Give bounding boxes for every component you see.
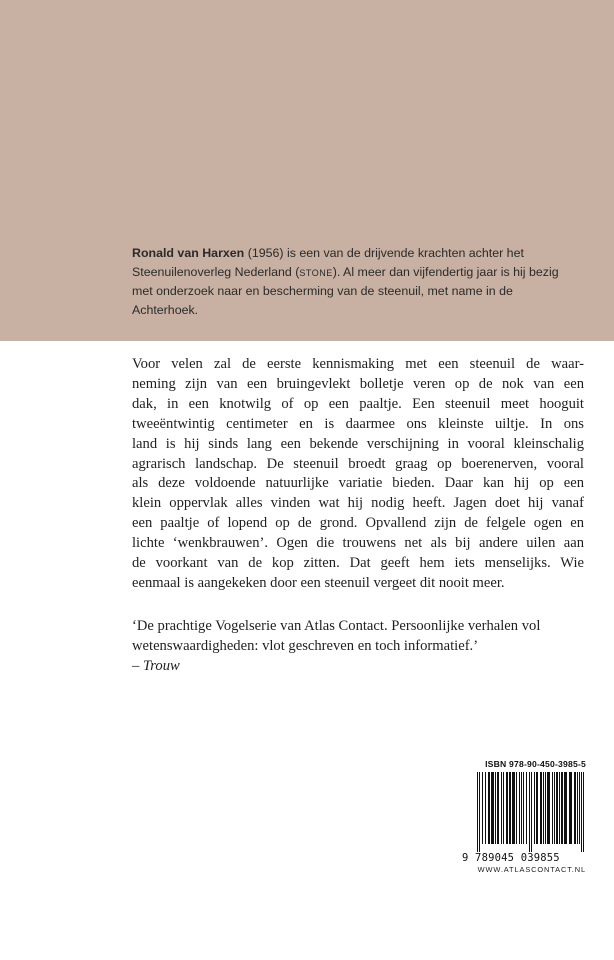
- blurb-line: land is hij sinds lang een bekende verschijning in vooral kleinschalig: [132, 435, 584, 452]
- author-name: Ronald van Harxen: [132, 246, 245, 260]
- barcode-bar: [556, 772, 558, 844]
- author-bio-line-4: Achterhoek.: [132, 302, 199, 317]
- barcode-bar: [574, 772, 576, 844]
- blurb-line: Voor velen zal de eerste kennismaking met een steenuil de waar-: [132, 356, 584, 372]
- blurb-line: tweeëntwintig centimeter en is daarmee ons kleinste uiltje. In ons: [132, 415, 584, 432]
- isbn-block: [462, 759, 586, 874]
- blurb-line: klein oppervlak alles vinden wat hij nodig heeft. Jagen doet hij vanaf: [132, 495, 584, 512]
- barcode-bar: [536, 772, 538, 844]
- barcode-bar: [577, 772, 578, 844]
- barcode-bar: [495, 772, 496, 844]
- blurb-line: als deze voldoende natuurlijke variatie bieden. Daar kan hij op een: [132, 475, 584, 492]
- barcode-bar: [479, 772, 480, 852]
- blurb-line: eenmaal is aangekeken door een steenuil vergeet dit nooit meer.: [132, 574, 505, 591]
- barcode-bar: [488, 772, 490, 844]
- author-bio-line-1: [132, 244, 572, 263]
- barcode-bar: [531, 772, 532, 852]
- blurb-line: agrarisch landschap. De steenuil broedt graag op boerenerven, vooral: [132, 455, 584, 472]
- isbn-label: ISBN 978-90-450-3985-5: [485, 759, 586, 769]
- author-bio: [132, 244, 572, 319]
- author-bio-line-2: [132, 263, 572, 283]
- barcode-bar: [529, 772, 530, 852]
- barcode-bar: [559, 772, 560, 844]
- barcode-bar: [534, 772, 535, 844]
- barcode-bar: [554, 772, 555, 844]
- blurb-line: lichte ‘wenkbrauwen’. Ogen die trouwens net als bij andere uilen aan: [132, 535, 584, 552]
- quote-attribution: [132, 657, 592, 677]
- barcode-bar: [516, 772, 517, 844]
- barcode-bar: [506, 772, 508, 844]
- barcode-bar: [482, 772, 483, 844]
- press-quote: [132, 617, 592, 677]
- barcode-bar: [501, 772, 502, 844]
- author-bio-line-3: met onderzoek naar en bescherming van de steenuil, met name in de: [132, 284, 513, 299]
- barcode-bar: [547, 772, 550, 844]
- barcode-bar: [491, 772, 494, 844]
- barcode-bar: [545, 772, 546, 844]
- barcode-bar: [521, 772, 522, 844]
- blurb-line: dak, in een knotwilg of op een paaltje. Een steenuil meet hooguit: [132, 395, 584, 412]
- quote-line-2: wetenswaardigheden: vlot geschreven en toch informatief.’: [132, 637, 479, 654]
- barcode-bar: [526, 772, 527, 844]
- barcode-bar: [485, 772, 486, 844]
- barcode-bar: [583, 772, 584, 852]
- quote-source: Trouw: [142, 657, 180, 674]
- barcode-bar: [579, 772, 580, 844]
- barcode-bar: [512, 772, 515, 844]
- publisher-url: WWW.ATLASCONTACT.NL: [477, 865, 586, 874]
- author-bio-line-1-rest: (1956) is een van de drijvende krachten achter het: [244, 246, 524, 260]
- barcode-bar: [523, 772, 524, 844]
- book-blurb: [132, 355, 584, 594]
- barcode-bar: [581, 772, 582, 852]
- barcode-digits: 9 789045 039855: [462, 852, 560, 864]
- barcode-bar: [552, 772, 553, 844]
- barcode-bar: [561, 772, 563, 844]
- barcode-bar: [540, 772, 542, 844]
- barcode-bar: [564, 772, 567, 844]
- barcode-bar: [509, 772, 511, 844]
- barcode-bar: [503, 772, 504, 844]
- org-abbreviation: STONE: [299, 267, 333, 278]
- blurb-line: een paaltje of lopend op de grond. Opvallend zijn de felgele ogen en: [132, 515, 584, 532]
- barcode-bar: [569, 772, 572, 844]
- barcode-bars: [476, 772, 586, 852]
- author-bio-line-2-pre: Steenuilenoverleg Nederland (: [132, 264, 300, 279]
- quote-dash: –: [132, 657, 143, 674]
- barcode-bar: [497, 772, 499, 844]
- blurb-line: neming zijn van een bruingevlekt bolletje veren op de nok van een: [132, 375, 584, 392]
- blurb-line: de voorkant van de kop zitten. Dat geeft hem iets menselijks. Wie: [132, 555, 584, 572]
- barcode: [462, 772, 586, 864]
- quote-line-1: ‘De prachtige Vogelserie van Atlas Contact. Persoonlijke verhalen vol: [132, 618, 541, 634]
- barcode-bar: [519, 772, 520, 844]
- author-bio-line-2-post: ). Al meer dan vijfendertig jaar is hij bezig: [332, 264, 559, 279]
- barcode-bar: [543, 772, 544, 844]
- barcode-bar: [477, 772, 478, 852]
